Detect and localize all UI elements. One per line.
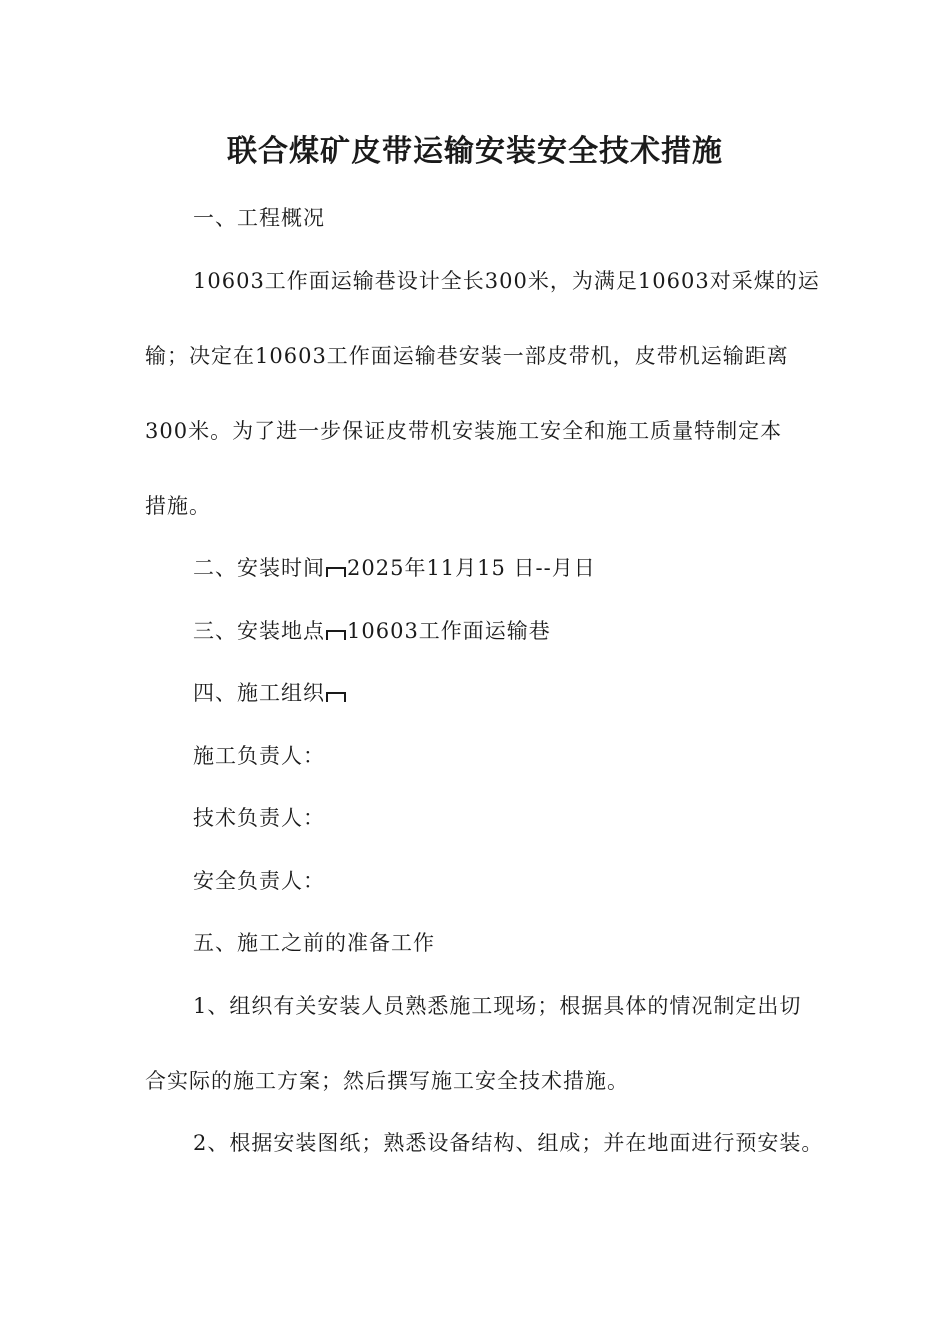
gap-mark-icon xyxy=(326,692,346,702)
gap-mark-icon xyxy=(326,630,346,640)
section5-item1-line2: 合实际的施工方案；然后撰写施工安全技术措施。 xyxy=(145,1069,629,1093)
section4-label: 四、施工组织 xyxy=(193,681,325,705)
document-title: 联合煤矿皮带运输安装安全技术措施 xyxy=(227,134,723,169)
section2-line xyxy=(193,553,596,583)
construction-lead-line: 施工负责人： xyxy=(193,744,325,768)
section2-value: 2025年11月15 日--月日 xyxy=(347,556,596,580)
section3-label: 三、安装地点 xyxy=(193,619,325,643)
section5-heading: 五、施工之前的准备工作 xyxy=(193,931,435,955)
section3-value: 10603工作面运输巷 xyxy=(347,619,551,643)
section1-para-line1: 10603工作面运输巷设计全长300米，为满足10603对采煤的运 xyxy=(193,269,820,293)
technical-lead-line: 技术负责人： xyxy=(193,806,325,830)
section1-para-line2: 输；决定在10603工作面运输巷安装一部皮带机，皮带机运输距离 xyxy=(145,344,789,368)
section1-heading: 一、工程概况 xyxy=(193,206,325,230)
section5-item2-line1: 2、根据安装图纸；熟悉设备结构、组成；并在地面进行预安装。 xyxy=(193,1131,824,1155)
safety-lead-line: 安全负责人： xyxy=(193,869,325,893)
gap-mark-icon xyxy=(326,567,346,577)
section1-para-line4: 措施。 xyxy=(145,494,211,518)
section1-para-line3: 300米。为了进一步保证皮带机安装施工安全和施工质量特制定本 xyxy=(145,419,783,443)
section2-label: 二、安装时间 xyxy=(193,556,325,580)
section5-item1-line1: 1、组织有关安装人员熟悉施工现场；根据具体的情况制定出切 xyxy=(193,994,802,1018)
section4-line xyxy=(193,678,347,708)
section3-line xyxy=(193,616,551,646)
